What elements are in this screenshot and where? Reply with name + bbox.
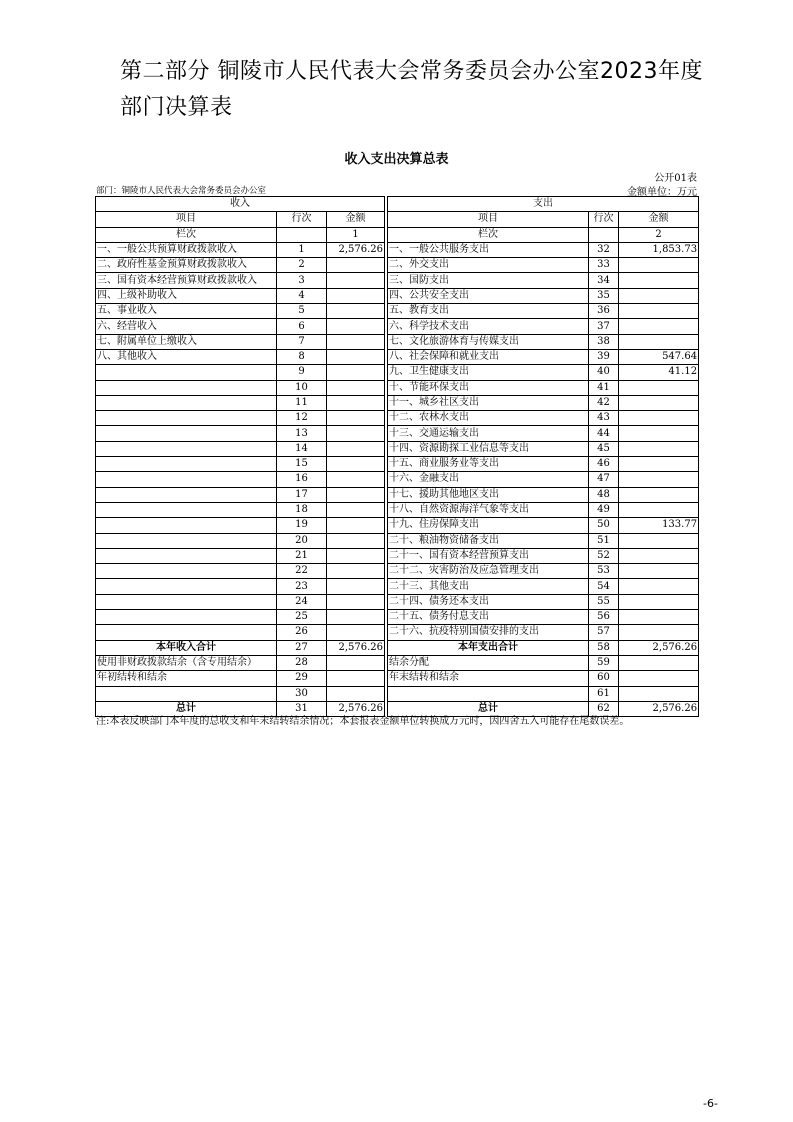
income-amount bbox=[327, 579, 385, 594]
income-row-no: 17 bbox=[277, 487, 327, 502]
income-item: 五、事业收入 bbox=[96, 304, 277, 319]
table-row bbox=[96, 395, 699, 410]
table-row bbox=[96, 411, 699, 426]
expense-amount bbox=[619, 258, 699, 273]
expense-amount bbox=[619, 426, 699, 441]
table-row bbox=[96, 610, 699, 625]
expense-row-no: 41 bbox=[589, 380, 619, 395]
expense-item: 十九、住房保障支出 bbox=[388, 518, 589, 533]
income-item bbox=[96, 579, 277, 594]
expense-amount: 2,576.26 bbox=[619, 640, 699, 655]
expense-item: 十八、自然资源海洋气象等支出 bbox=[388, 502, 589, 517]
expense-row-no: 58 bbox=[589, 640, 619, 655]
expense-amount bbox=[619, 380, 699, 395]
income-section-header: 收入 bbox=[96, 197, 385, 212]
expense-row-no: 33 bbox=[589, 258, 619, 273]
income-item bbox=[96, 365, 277, 380]
expense-row-no: 62 bbox=[589, 701, 619, 716]
expense-row-no: 45 bbox=[589, 441, 619, 456]
expense-amount bbox=[619, 457, 699, 472]
section-header-row bbox=[96, 197, 699, 212]
expense-amount bbox=[619, 334, 699, 349]
income-row-no: 18 bbox=[277, 502, 327, 517]
expense-row-no: 34 bbox=[589, 273, 619, 288]
income-amount bbox=[327, 304, 385, 319]
income-row-no: 28 bbox=[277, 655, 327, 670]
income-row-no: 22 bbox=[277, 564, 327, 579]
income-item bbox=[96, 411, 277, 426]
income-row-no: 5 bbox=[277, 304, 327, 319]
income-row-no: 27 bbox=[277, 640, 327, 655]
table-row bbox=[96, 288, 699, 303]
page-title: 第二部分 铜陵市人民代表大会常务委员会办公室2023年度部门决算表 bbox=[120, 59, 703, 120]
expense-row-no: 55 bbox=[589, 594, 619, 609]
income-amount bbox=[327, 655, 385, 670]
income-item bbox=[96, 395, 277, 410]
income-amount bbox=[327, 594, 385, 609]
expense-row-no: 60 bbox=[589, 671, 619, 686]
expense-amount bbox=[619, 395, 699, 410]
income-amount bbox=[327, 349, 385, 364]
expense-item: 五、教育支出 bbox=[388, 304, 589, 319]
income-item: 八、其他收入 bbox=[96, 349, 277, 364]
expense-item: 八、社会保障和就业支出 bbox=[388, 349, 589, 364]
expense-item: 二十二、灾害防治及应急管理支出 bbox=[388, 564, 589, 579]
expense-item: 二十五、债务付息支出 bbox=[388, 610, 589, 625]
income-amount bbox=[327, 548, 385, 563]
income-amount bbox=[327, 273, 385, 288]
income-amount bbox=[327, 686, 385, 701]
income-row-no: 3 bbox=[277, 273, 327, 288]
income-item: 本年收入合计 bbox=[96, 640, 277, 655]
income-item bbox=[96, 502, 277, 517]
income-item: 三、国有资本经营预算财政拨款收入 bbox=[96, 273, 277, 288]
income-row-no: 8 bbox=[277, 349, 327, 364]
column-number-row bbox=[96, 227, 699, 242]
expense-amount bbox=[619, 304, 699, 319]
income-item bbox=[96, 380, 277, 395]
expense-item: 七、文化旅游体育与传媒支出 bbox=[388, 334, 589, 349]
income-amount bbox=[327, 258, 385, 273]
expense-col-label: 栏次 bbox=[388, 227, 589, 242]
table-row bbox=[96, 579, 699, 594]
expense-row-no: 50 bbox=[589, 518, 619, 533]
table-row bbox=[96, 625, 699, 640]
expense-amount: 1,853.73 bbox=[619, 242, 699, 257]
expense-row-no: 35 bbox=[589, 288, 619, 303]
income-item bbox=[96, 564, 277, 579]
income-amount bbox=[327, 334, 385, 349]
income-row-no: 25 bbox=[277, 610, 327, 625]
expense-amount bbox=[619, 610, 699, 625]
income-row-no: 11 bbox=[277, 395, 327, 410]
income-item: 六、经营收入 bbox=[96, 319, 277, 334]
expense-row-no: 38 bbox=[589, 334, 619, 349]
income-row-no: 26 bbox=[277, 625, 327, 640]
table-row bbox=[96, 304, 699, 319]
income-item: 一、一般公共预算财政拨款收入 bbox=[96, 242, 277, 257]
table-row bbox=[96, 273, 699, 288]
income-item bbox=[96, 441, 277, 456]
form-number: 公开01表 bbox=[654, 173, 697, 184]
expense-row-no: 37 bbox=[589, 319, 619, 334]
table-row bbox=[96, 472, 699, 487]
table-row bbox=[96, 671, 699, 686]
expense-item: 一、一般公共服务支出 bbox=[388, 242, 589, 257]
expense-item: 二十六、抗疫特别国债安排的支出 bbox=[388, 625, 589, 640]
income-amount bbox=[327, 518, 385, 533]
expense-item: 二十四、债务还本支出 bbox=[388, 594, 589, 609]
expense-item: 总计 bbox=[388, 701, 589, 716]
expense-row-no: 39 bbox=[589, 349, 619, 364]
table-row bbox=[96, 334, 699, 349]
income-item bbox=[96, 686, 277, 701]
income-row-no: 12 bbox=[277, 411, 327, 426]
expense-item: 四、公共安全支出 bbox=[388, 288, 589, 303]
income-amount bbox=[327, 441, 385, 456]
income-row-no: 30 bbox=[277, 686, 327, 701]
expense-amount bbox=[619, 625, 699, 640]
income-row-no: 23 bbox=[277, 579, 327, 594]
expense-row-no: 51 bbox=[589, 533, 619, 548]
income-item bbox=[96, 625, 277, 640]
income-row-no: 4 bbox=[277, 288, 327, 303]
income-item bbox=[96, 533, 277, 548]
income-row-no: 7 bbox=[277, 334, 327, 349]
income-row-no: 13 bbox=[277, 426, 327, 441]
expense-item bbox=[388, 686, 589, 701]
income-amount bbox=[327, 472, 385, 487]
expense-amount: 2,576.26 bbox=[619, 701, 699, 716]
expense-row-no: 44 bbox=[589, 426, 619, 441]
footnote: 注:本表反映部门本年度的总收支和年末结转结余情况；本套报表金额单位转换成万元时，因四舍五入可能存在尾数误差。 bbox=[96, 716, 630, 727]
department-label: 部门：铜陵市人民代表大会常务委员会办公室 bbox=[96, 186, 267, 196]
expense-amount bbox=[619, 671, 699, 686]
page-number: -6- bbox=[703, 1097, 718, 1110]
income-item: 总计 bbox=[96, 701, 277, 716]
income-item: 七、附属单位上缴收入 bbox=[96, 334, 277, 349]
expense-amount-header: 金额 bbox=[619, 212, 699, 227]
income-row-no: 14 bbox=[277, 441, 327, 456]
income-item: 使用非财政拨款结余（含专用结余） bbox=[96, 655, 277, 670]
income-row-no: 9 bbox=[277, 365, 327, 380]
income-row-no: 29 bbox=[277, 671, 327, 686]
expense-amount: 547.64 bbox=[619, 349, 699, 364]
year-total-row bbox=[96, 640, 699, 655]
income-item bbox=[96, 594, 277, 609]
income-item bbox=[96, 518, 277, 533]
expense-item: 十六、金融支出 bbox=[388, 472, 589, 487]
income-col-label: 栏次 bbox=[96, 227, 277, 242]
amount-unit: 金额单位：万元 bbox=[627, 187, 697, 198]
income-row-no: 10 bbox=[277, 380, 327, 395]
table-row bbox=[96, 426, 699, 441]
income-row-no: 31 bbox=[277, 701, 327, 716]
income-row-no: 2 bbox=[277, 258, 327, 273]
income-rowno-header: 行次 bbox=[277, 212, 327, 227]
income-item bbox=[96, 548, 277, 563]
expense-row-no: 47 bbox=[589, 472, 619, 487]
expense-row-no: 59 bbox=[589, 655, 619, 670]
expense-amount bbox=[619, 441, 699, 456]
expense-item: 十四、资源勘探工业信息等支出 bbox=[388, 441, 589, 456]
expense-row-no: 57 bbox=[589, 625, 619, 640]
table-row bbox=[96, 533, 699, 548]
expense-amount bbox=[619, 564, 699, 579]
income-col-number: 1 bbox=[327, 227, 385, 242]
income-amount bbox=[327, 610, 385, 625]
income-item bbox=[96, 487, 277, 502]
income-row-no: 15 bbox=[277, 457, 327, 472]
expense-item: 十三、交通运输支出 bbox=[388, 426, 589, 441]
income-amount-header: 金额 bbox=[327, 212, 385, 227]
income-amount bbox=[327, 395, 385, 410]
expense-row-no: 46 bbox=[589, 457, 619, 472]
table-row bbox=[96, 258, 699, 273]
expense-col-number: 2 bbox=[619, 227, 699, 242]
expense-item: 六、科学技术支出 bbox=[388, 319, 589, 334]
expense-item: 结余分配 bbox=[388, 655, 589, 670]
income-item: 二、政府性基金预算财政拨款收入 bbox=[96, 258, 277, 273]
expense-row-no: 36 bbox=[589, 304, 619, 319]
income-row-no: 19 bbox=[277, 518, 327, 533]
income-amount bbox=[327, 487, 385, 502]
table-row bbox=[96, 655, 699, 670]
expense-item: 十二、农林水支出 bbox=[388, 411, 589, 426]
expense-section-header: 支出 bbox=[388, 197, 699, 212]
table-title: 收入支出决算总表 bbox=[344, 152, 449, 167]
expense-row-no: 52 bbox=[589, 548, 619, 563]
table-row bbox=[96, 457, 699, 472]
table-row bbox=[96, 518, 699, 533]
expense-amount bbox=[619, 319, 699, 334]
table-row bbox=[96, 487, 699, 502]
expense-row-no: 48 bbox=[589, 487, 619, 502]
table-row bbox=[96, 564, 699, 579]
income-item: 四、上级补助收入 bbox=[96, 288, 277, 303]
expense-amount: 133.77 bbox=[619, 518, 699, 533]
income-row-no: 16 bbox=[277, 472, 327, 487]
table-row bbox=[96, 380, 699, 395]
table-row bbox=[96, 441, 699, 456]
expense-item: 年末结转和结余 bbox=[388, 671, 589, 686]
expense-row-no: 49 bbox=[589, 502, 619, 517]
expense-amount bbox=[619, 487, 699, 502]
expense-item: 二十三、其他支出 bbox=[388, 579, 589, 594]
income-row-no: 20 bbox=[277, 533, 327, 548]
table-row bbox=[96, 349, 699, 364]
income-amount bbox=[327, 457, 385, 472]
table-row bbox=[96, 686, 699, 701]
income-item bbox=[96, 457, 277, 472]
expense-row-no: 43 bbox=[589, 411, 619, 426]
table-row bbox=[96, 548, 699, 563]
income-amount bbox=[327, 564, 385, 579]
expense-row-no: 42 bbox=[589, 395, 619, 410]
expense-amount: 41.12 bbox=[619, 365, 699, 380]
expense-item: 二十一、国有资本经营预算支出 bbox=[388, 548, 589, 563]
expense-item: 十一、城乡社区支出 bbox=[388, 395, 589, 410]
table-row bbox=[96, 365, 699, 380]
expense-row-no: 61 bbox=[589, 686, 619, 701]
expense-amount bbox=[619, 655, 699, 670]
income-amount: 2,576.26 bbox=[327, 701, 385, 716]
income-amount bbox=[327, 671, 385, 686]
expense-item: 十七、援助其他地区支出 bbox=[388, 487, 589, 502]
expense-item: 本年支出合计 bbox=[388, 640, 589, 655]
income-amount: 2,576.26 bbox=[327, 640, 385, 655]
expense-amount bbox=[619, 288, 699, 303]
income-item bbox=[96, 610, 277, 625]
expense-item: 三、国防支出 bbox=[388, 273, 589, 288]
expense-amount bbox=[619, 533, 699, 548]
income-row-no: 6 bbox=[277, 319, 327, 334]
income-amount bbox=[327, 426, 385, 441]
table-row bbox=[96, 502, 699, 517]
expense-amount bbox=[619, 594, 699, 609]
expense-item: 二、外交支出 bbox=[388, 258, 589, 273]
expense-amount bbox=[619, 273, 699, 288]
income-amount bbox=[327, 288, 385, 303]
expense-amount bbox=[619, 686, 699, 701]
expense-row-no: 40 bbox=[589, 365, 619, 380]
income-expense-table bbox=[95, 196, 699, 717]
expense-rowno-header: 行次 bbox=[589, 212, 619, 227]
income-amount bbox=[327, 365, 385, 380]
table-row bbox=[96, 242, 699, 257]
income-amount bbox=[327, 625, 385, 640]
income-item-header: 项目 bbox=[96, 212, 277, 227]
income-amount bbox=[327, 533, 385, 548]
income-amount bbox=[327, 380, 385, 395]
expense-row-no: 32 bbox=[589, 242, 619, 257]
income-row-no: 1 bbox=[277, 242, 327, 257]
expense-row-no: 53 bbox=[589, 564, 619, 579]
income-item bbox=[96, 472, 277, 487]
income-row-no: 21 bbox=[277, 548, 327, 563]
expense-item: 十、节能环保支出 bbox=[388, 380, 589, 395]
expense-amount bbox=[619, 548, 699, 563]
income-item bbox=[96, 426, 277, 441]
expense-item-header: 项目 bbox=[388, 212, 589, 227]
column-header-row bbox=[96, 212, 699, 227]
income-amount bbox=[327, 319, 385, 334]
expense-row-no: 56 bbox=[589, 610, 619, 625]
expense-amount bbox=[619, 502, 699, 517]
expense-item: 九、卫生健康支出 bbox=[388, 365, 589, 380]
expense-item: 二十、粮油物资储备支出 bbox=[388, 533, 589, 548]
income-amount bbox=[327, 411, 385, 426]
income-item: 年初结转和结余 bbox=[96, 671, 277, 686]
income-amount: 2,576.26 bbox=[327, 242, 385, 257]
expense-amount bbox=[619, 579, 699, 594]
income-row-no: 24 bbox=[277, 594, 327, 609]
expense-item: 十五、商业服务业等支出 bbox=[388, 457, 589, 472]
expense-amount bbox=[619, 411, 699, 426]
table-row bbox=[96, 594, 699, 609]
table-row bbox=[96, 319, 699, 334]
income-amount bbox=[327, 502, 385, 517]
expense-amount bbox=[619, 472, 699, 487]
expense-row-no: 54 bbox=[589, 579, 619, 594]
